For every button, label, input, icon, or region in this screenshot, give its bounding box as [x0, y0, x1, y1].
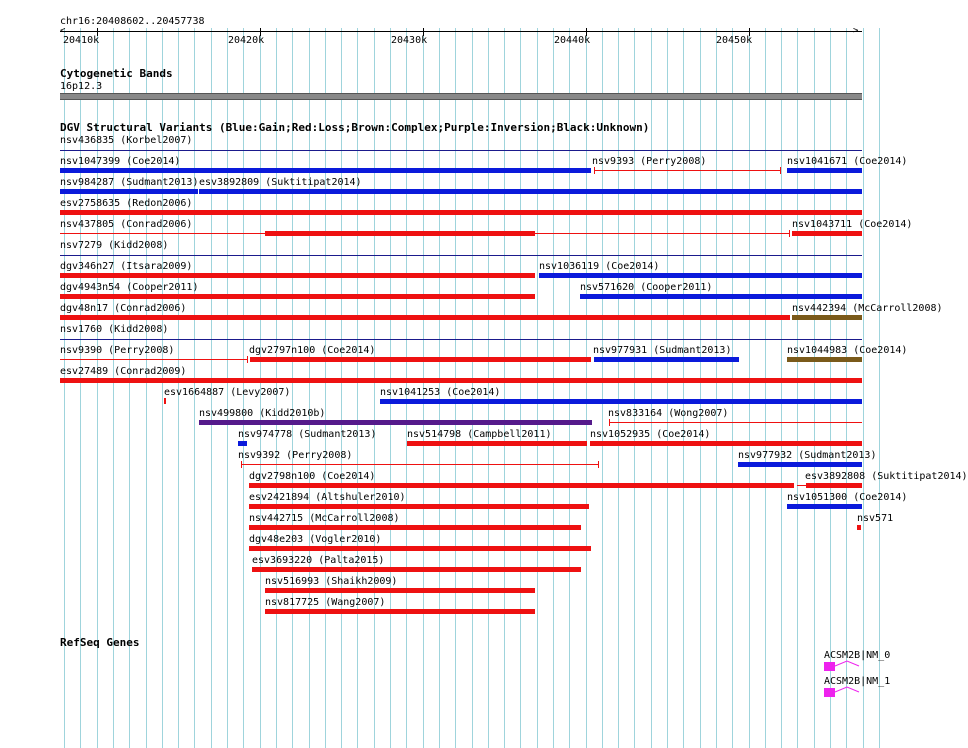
- variant-endcap: [780, 167, 781, 174]
- variant-feature[interactable]: [164, 398, 166, 404]
- variant-feature[interactable]: [787, 357, 862, 362]
- variant-label: nsv442394 (McCarroll2008): [792, 303, 943, 314]
- variant-label: dgv2798n100 (Coe2014): [249, 471, 376, 482]
- variant-feature[interactable]: [60, 189, 198, 194]
- ruler-tick-label: 20420k: [228, 35, 265, 46]
- variant-feature[interactable]: [249, 546, 591, 551]
- ruler-tick-label: 20440k: [554, 35, 591, 46]
- variant-feature[interactable]: [594, 357, 739, 362]
- ruler-tick-label: 20410k: [63, 35, 100, 46]
- variant-feature[interactable]: [594, 170, 781, 171]
- variant-endcap: [594, 167, 595, 174]
- variant-feature[interactable]: [792, 231, 862, 236]
- variant-label: nsv1036119 (Coe2014): [539, 261, 660, 272]
- variant-feature[interactable]: [249, 525, 581, 530]
- variant-feature[interactable]: [792, 315, 862, 320]
- variant-feature[interactable]: [60, 210, 862, 215]
- variant-label: esv2421894 (Altshuler2010): [249, 492, 406, 503]
- variant-label: nsv571: [857, 513, 894, 524]
- variant-label: nsv9390 (Perry2008): [60, 345, 175, 356]
- variant-feature[interactable]: [265, 609, 535, 614]
- variant-label: nsv514798 (Campbell2011): [407, 429, 552, 440]
- variant-feature[interactable]: [60, 255, 862, 256]
- variant-label: nsv436835 (Korbel2007): [60, 135, 193, 146]
- cytoband-track-title: Cytogenetic Bands: [60, 67, 173, 80]
- variant-label: nsv1044983 (Coe2014): [787, 345, 908, 356]
- gene-intron-line: [835, 686, 862, 695]
- variant-feature[interactable]: [590, 441, 862, 446]
- variant-feature[interactable]: [60, 359, 248, 360]
- variant-label: esv3693220 (Palta2015): [252, 555, 385, 566]
- ruler-tick-label: 20430k: [391, 35, 428, 46]
- variant-label: nsv1041253 (Coe2014): [380, 387, 501, 398]
- variant-endcap: [598, 461, 599, 468]
- variant-label: nsv1051300 (Coe2014): [787, 492, 908, 503]
- gene-intron-line: [835, 660, 862, 669]
- variant-feature[interactable]: [60, 339, 862, 340]
- variant-label: esv1664887 (Levy2007): [164, 387, 291, 398]
- variant-feature[interactable]: [580, 294, 862, 299]
- variant-feature[interactable]: [857, 525, 861, 530]
- ruler-arrow-left: <: [60, 26, 66, 36]
- variant-feature[interactable]: [806, 483, 862, 488]
- variant-label: dgv48n17 (Conrad2006): [60, 303, 187, 314]
- variant-label: nsv7279 (Kidd2008): [60, 240, 169, 251]
- variant-label: nsv984287 (Sudmant2013): [60, 177, 199, 188]
- dgv-track-title: DGV Structural Variants (Blue:Gain;Red:Loss;Brown:Complex;Purple:Inversion;Black:Unknown): [60, 121, 650, 134]
- gene-exon[interactable]: [824, 688, 835, 697]
- variant-feature[interactable]: [238, 441, 247, 446]
- variant-feature[interactable]: [249, 504, 589, 509]
- variant-label: dgv346n27 (Itsara2009): [60, 261, 193, 272]
- variant-feature[interactable]: [407, 441, 587, 446]
- variant-endcap: [609, 419, 610, 426]
- variant-feature[interactable]: [609, 422, 862, 423]
- variant-label: nsv571620 (Cooper2011): [580, 282, 713, 293]
- variant-feature[interactable]: [60, 168, 591, 173]
- variant-feature[interactable]: [199, 420, 592, 425]
- variant-label: nsv817725 (Wang2007): [265, 597, 386, 608]
- variant-feature[interactable]: [60, 378, 862, 383]
- variant-feature[interactable]: [60, 315, 790, 320]
- variant-label: esv3892808 (Suktitipat2014): [805, 471, 968, 482]
- variant-feature[interactable]: [60, 150, 862, 151]
- variant-label: nsv9392 (Perry2008): [238, 450, 353, 461]
- variant-feature[interactable]: [380, 399, 862, 404]
- variant-label: nsv977932 (Sudmant2013): [738, 450, 877, 461]
- variant-feature[interactable]: [738, 462, 862, 467]
- variant-feature[interactable]: [787, 168, 862, 173]
- refseq-track-title: RefSeq Genes: [60, 636, 140, 649]
- variant-label: esv2758635 (Redon2006): [60, 198, 193, 209]
- ruler-tick-label: 20450k: [716, 35, 753, 46]
- gene-label: ACSM2B|NM_1: [824, 676, 891, 687]
- variant-label: nsv442715 (McCarroll2008): [249, 513, 400, 524]
- ruler-axis: [60, 31, 862, 32]
- variant-feature[interactable]: [250, 357, 591, 362]
- variant-label: nsv437805 (Conrad2006): [60, 219, 193, 230]
- variant-label: dgv48e203 (Vogler2010): [249, 534, 382, 545]
- variant-feature[interactable]: [265, 588, 535, 593]
- region-label: chr16:20408602..20457738: [60, 16, 205, 27]
- variant-label: nsv1043711 (Coe2014): [792, 219, 913, 230]
- variant-feature[interactable]: [60, 273, 535, 278]
- variant-label: esv27489 (Conrad2009): [60, 366, 187, 377]
- variant-label: nsv977931 (Sudmant2013): [593, 345, 732, 356]
- variant-label: nsv516993 (Shaikh2009): [265, 576, 398, 587]
- variant-label: esv3892809 (Suktitipat2014): [199, 177, 362, 188]
- variant-block[interactable]: [265, 231, 535, 236]
- gene-label: ACSM2B|NM_0: [824, 650, 891, 661]
- variant-label: nsv833164 (Wong2007): [608, 408, 729, 419]
- variant-label: nsv1052935 (Coe2014): [590, 429, 711, 440]
- variant-label: dgv2797n100 (Coe2014): [249, 345, 376, 356]
- cytoband-label: 16p12.3: [60, 81, 103, 92]
- variant-feature[interactable]: [199, 189, 862, 194]
- variant-label: nsv974778 (Sudmant2013): [238, 429, 377, 440]
- variant-feature[interactable]: [60, 294, 535, 299]
- variant-feature[interactable]: [241, 464, 599, 465]
- variant-endcap: [247, 356, 248, 363]
- variant-feature[interactable]: [252, 567, 581, 572]
- variant-label: nsv499800 (Kidd2010b): [199, 408, 326, 419]
- variant-endcap: [789, 230, 790, 237]
- variant-label: nsv1760 (Kidd2008): [60, 324, 169, 335]
- variant-feature[interactable]: [249, 483, 794, 488]
- ruler-arrow-right: >: [853, 26, 859, 36]
- variant-label: dgv4943n54 (Cooper2011): [60, 282, 199, 293]
- variant-label: nsv1041671 (Coe2014): [787, 156, 908, 167]
- variant-endcap: [241, 461, 242, 468]
- cytoband-bar[interactable]: [60, 93, 862, 100]
- variant-label: nsv9393 (Perry2008): [592, 156, 707, 167]
- variant-feature[interactable]: [787, 504, 862, 509]
- gene-exon[interactable]: [824, 662, 835, 671]
- variant-label: nsv1047399 (Coe2014): [60, 156, 181, 167]
- variant-feature[interactable]: [797, 485, 806, 486]
- variant-feature[interactable]: [539, 273, 862, 278]
